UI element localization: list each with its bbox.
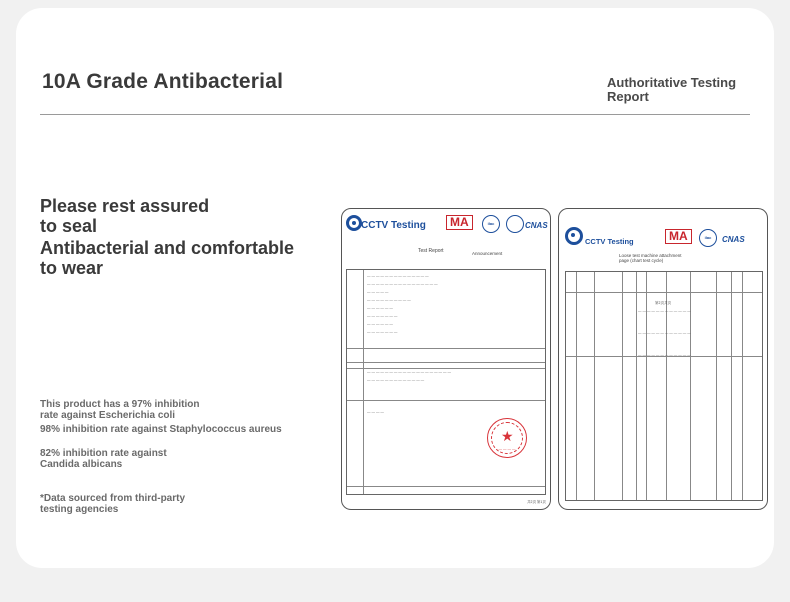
stat-staphylococcus: 98% inhibition rate against Staphylococcus aureus (40, 424, 282, 435)
cctv-logo-icon (565, 227, 583, 245)
seal-stamp-icon: ★ — — — — (487, 418, 527, 458)
attachment-table: — — — — — — — — — — — — — — — — — — — — — — — — — — — — — — — — — — — — (565, 271, 763, 501)
footnote: *Data sourced from third-party testing agencies (40, 493, 186, 515)
report-brand: CCTV Testing (361, 220, 426, 231)
ilac-mra-icon: ilac (482, 215, 500, 233)
report-subtitle: Announcement (472, 251, 503, 256)
header-divider (40, 114, 750, 115)
cnas-logo-icon: CNAS (722, 235, 745, 244)
ma-certification-icon: MA (665, 229, 692, 244)
page-title: 10A Grade Antibacterial (42, 70, 284, 93)
stat-ecoli: This product has a 97% inhibition rate against Escherichia coli (40, 399, 200, 421)
report-page-number: 共2页 第1页 (527, 500, 546, 504)
headline-seal: Please rest assured to seal (40, 196, 210, 236)
report-table: — — — — — — — — — — — — — — — — — — — — — — — — — — — — — — — — — — — — — — — — — — — — — — — — — — — — — — — — — — — — — — — — — — — — — — — — — — — — — — — — — — — — — — — — — — — — — — — — — — — — — — — — — — — ★ — — — — (346, 269, 546, 495)
report-title: Test Report (418, 248, 444, 254)
attachment-brand: CCTV Testing (585, 237, 634, 246)
ilac-mra-icon: ilac (699, 229, 717, 247)
ma-certification-icon: MA (446, 215, 473, 230)
cctv-logo-icon (346, 215, 362, 231)
headline-comfort: Antibacterial and comfortable to wear (40, 238, 295, 278)
attachment-title: Loose test machine attachment (619, 253, 682, 258)
report-label: Authoritative Testing Report (607, 75, 737, 104)
attachment-page-number: 第2页共页 (655, 301, 671, 305)
stat-candida: 82% inhibition rate against Candida albicans (40, 448, 167, 470)
attachment-subtitle: page (chart test cycle) (619, 258, 664, 263)
cnas-logo-icon: CNAS (525, 221, 548, 230)
cnas-badge-icon (506, 215, 524, 233)
test-report-document (341, 208, 551, 510)
test-attachment-document (558, 208, 768, 510)
